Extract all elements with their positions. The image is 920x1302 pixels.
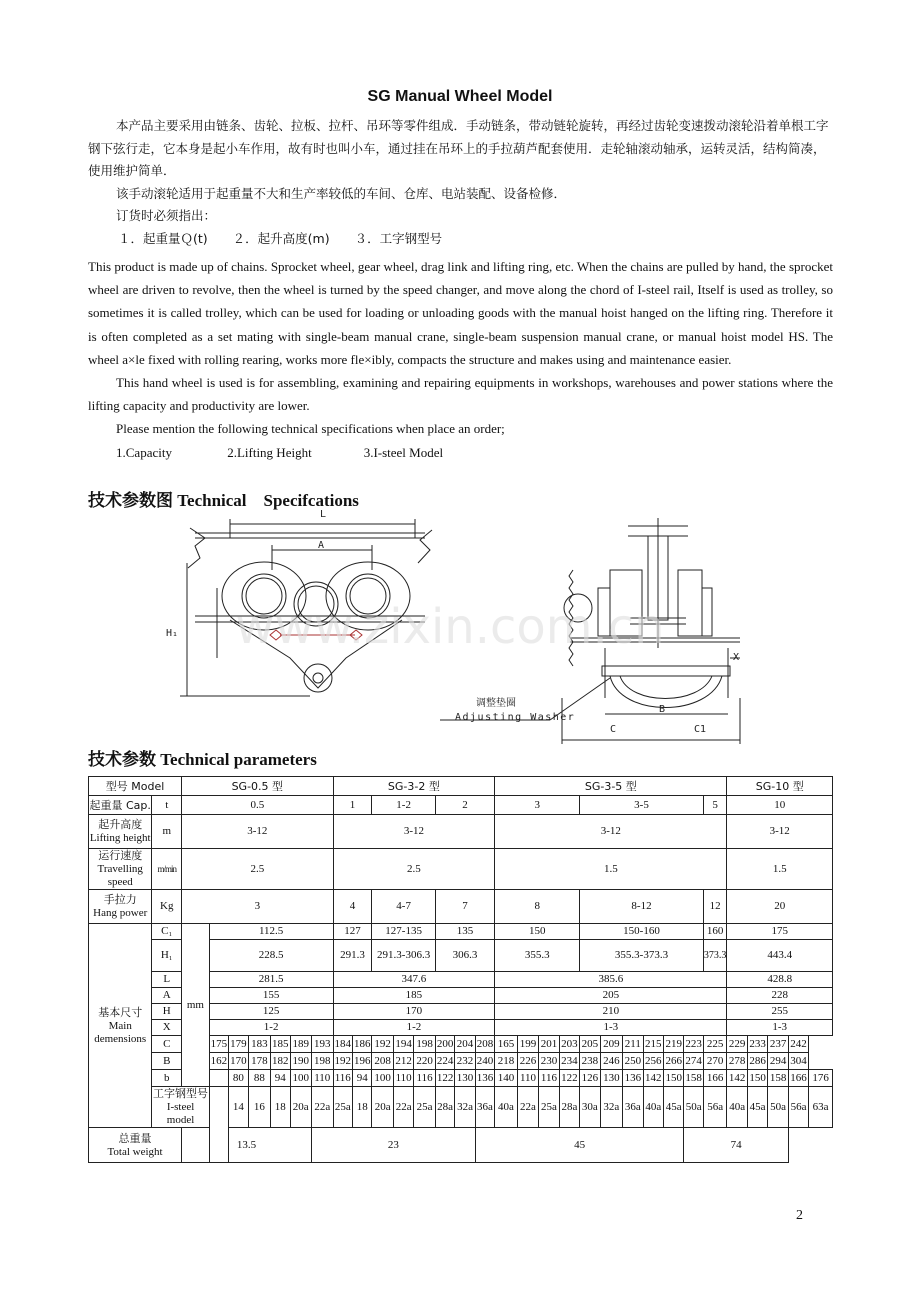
row-c1 (89, 924, 833, 940)
cell: 230 (539, 1053, 559, 1070)
group-sg-3-2: SG-3-2 型 (333, 777, 495, 796)
cell: 100 (372, 1070, 393, 1087)
cell: 5 (703, 796, 727, 815)
cell: 229 (727, 1036, 747, 1053)
cell: 45 (475, 1128, 684, 1163)
cell: 136 (623, 1070, 643, 1087)
label-l: L (152, 972, 182, 988)
cell: 8-12 (580, 890, 704, 924)
cell: 50a (768, 1087, 788, 1128)
cell: 1.5 (495, 849, 727, 890)
washer-label-cn: 调整垫圈 (476, 698, 516, 709)
cell: 3-5 (580, 796, 704, 815)
row-total-weight (89, 1128, 833, 1163)
cell: 175 (209, 1036, 228, 1053)
unit-mm: mm (182, 924, 210, 1087)
cell: 116 (539, 1070, 559, 1087)
unit-capacity: t (152, 796, 182, 815)
cell: 4 (333, 890, 372, 924)
params-heading-en: Technical parameters (156, 750, 317, 769)
cell: 278 (727, 1053, 747, 1070)
cell: 142 (643, 1070, 663, 1087)
cell: 166 (788, 1070, 808, 1087)
dim-label-C1: C1 (694, 724, 707, 735)
cell: 198 (414, 1036, 435, 1053)
row-speed (89, 849, 833, 890)
page-number: 2 (796, 1208, 803, 1223)
cell: 373.3 (703, 940, 727, 972)
cell: 294 (768, 1053, 788, 1070)
cell: 226 (517, 1053, 538, 1070)
row-isteel (89, 1087, 833, 1128)
cell: 3 (182, 890, 333, 924)
cell: 25a (539, 1087, 559, 1128)
intro-en-order-items: 1.Capacity 2.Lifting Height 3.I-steel Model (116, 444, 444, 460)
cell: 36a (475, 1087, 495, 1128)
washer-label-en: Adjusting Washer (455, 712, 576, 723)
cell: 199 (517, 1036, 538, 1053)
cell: 32a (455, 1087, 475, 1128)
cell: 219 (664, 1036, 684, 1053)
cross-shaft (602, 666, 730, 676)
cell: 210 (495, 1004, 727, 1020)
label-a: A (152, 988, 182, 1004)
cell: 256 (643, 1053, 663, 1070)
cell: 30a (580, 1087, 600, 1128)
cell: 20a (290, 1087, 311, 1128)
row-capacity (89, 796, 833, 815)
cell: 22a (393, 1087, 413, 1128)
cell: 4-7 (372, 890, 435, 924)
cell: 3-12 (727, 815, 833, 849)
cell: 56a (703, 1087, 727, 1128)
group-sg-0-5: SG-0.5 型 (182, 777, 333, 796)
cell: 45a (747, 1087, 767, 1128)
cell: 212 (393, 1053, 413, 1070)
cell: 40a (727, 1087, 747, 1128)
cell: 7 (435, 890, 494, 924)
cell: 205 (580, 1036, 600, 1053)
cell: 192 (333, 1053, 352, 1070)
cell: 225 (703, 1036, 727, 1053)
label-main-dimensions: 基本尺寸 Main demensions (89, 924, 152, 1128)
cell: 232 (455, 1053, 475, 1070)
cell: 211 (623, 1036, 643, 1053)
cell: 165 (495, 1036, 518, 1053)
lifting-shackle (610, 676, 722, 708)
cell: 170 (229, 1053, 248, 1070)
cell: 162 (209, 1053, 228, 1070)
cell: 183 (248, 1036, 271, 1053)
spec-heading-en: Technical Specifcations (173, 491, 359, 510)
cell: 1 (333, 796, 372, 815)
cell: 110 (311, 1070, 333, 1087)
cell: 205 (495, 988, 727, 1004)
cell: 240 (475, 1053, 495, 1070)
cell: 2.5 (182, 849, 333, 890)
cell: 190 (290, 1053, 311, 1070)
cell: 80 (229, 1070, 248, 1087)
cell: 130 (600, 1070, 623, 1087)
label-hand-pull: 手拉力 Hang power (89, 890, 152, 924)
cell: 192 (372, 1036, 393, 1053)
cell: 234 (559, 1053, 579, 1070)
cell: 1-2 (209, 1020, 333, 1036)
cell: 1-2 (333, 1020, 495, 1036)
cell: 200 (435, 1036, 454, 1053)
cell: 385.6 (495, 972, 727, 988)
cell: 150 (664, 1070, 684, 1087)
cell: 281.5 (209, 972, 333, 988)
cell: 110 (393, 1070, 413, 1087)
intro-cn-paragraph-2: 该手动滚轮适用于起重量不大和生产率较低的车间、仓库、电站装配、设备检修． (116, 185, 567, 201)
watermark: www.zixin.com.cn (235, 599, 665, 655)
wheel-right (678, 570, 702, 636)
cell: 150 (747, 1070, 767, 1087)
cell: 204 (455, 1036, 475, 1053)
cell: 201 (539, 1036, 559, 1053)
cell: 304 (788, 1053, 808, 1070)
cell: 56a (788, 1087, 808, 1128)
cell: 150-160 (580, 924, 704, 940)
cell: 158 (684, 1070, 703, 1087)
cell: 142 (727, 1070, 747, 1087)
label-x: X (152, 1020, 182, 1036)
cell: 20a (372, 1087, 393, 1128)
cell: 193 (311, 1036, 333, 1053)
label-c: C (152, 1036, 182, 1053)
cell: 182 (271, 1053, 290, 1070)
cell: 228 (727, 988, 833, 1004)
cell: 1-3 (727, 1020, 833, 1036)
cell: 3-12 (495, 815, 727, 849)
cell: 16 (248, 1087, 271, 1128)
cell: 88 (248, 1070, 271, 1087)
unit-hand-pull: Kg (152, 890, 182, 924)
technical-diagram (150, 508, 750, 750)
cell: 40a (643, 1087, 663, 1128)
cell: 2.5 (333, 849, 495, 890)
page-title: SG Manual Wheel Model (367, 88, 553, 105)
cell: 28a (559, 1087, 579, 1128)
cell: 23 (311, 1128, 475, 1163)
cell: 208 (372, 1053, 393, 1070)
cell: 185 (333, 988, 495, 1004)
cell: 126 (580, 1070, 600, 1087)
cell: 50a (684, 1087, 703, 1128)
cell: 20 (727, 890, 833, 924)
intro-en-paragraph-1: This product is made up of chains. Sprocket wheel, gear wheel, drag link and lifting ring, etc. When the chains are pulled by hand, the sprocket wheel are driven to revolve, then the wheel is turned by the speed changer, and move along the chord of I-steel rail, Itself is used as trolley, so sometimes it is called trolley, which can be used for loading or unloading goods with the manual hoist hanged on the lifting ring. Therefore it is often completed as a set mating with single-beam manual crane, single-beam suspension manual crane, or manual hoist model HS. The wheel a×le fixed with rolling rearing, works more fle×ibly, compacts the structure and makes using and maintenance easier. (88, 259, 833, 367)
cell: 36a (623, 1087, 643, 1128)
rail-break-left (188, 528, 205, 568)
cell: 274 (684, 1053, 703, 1070)
cell: 130 (455, 1070, 475, 1087)
cell: 175 (727, 924, 833, 940)
cell: 25a (414, 1087, 435, 1128)
cell: 223 (684, 1036, 703, 1053)
cell: 127-135 (372, 924, 435, 940)
label-c1: C₁ (152, 924, 182, 940)
cell: 3-12 (333, 815, 495, 849)
cell: 127 (333, 924, 372, 940)
spec-heading-cn: 技术参数图 (88, 491, 173, 511)
cell: 3-12 (182, 815, 333, 849)
cell: 122 (435, 1070, 454, 1087)
cell: 250 (623, 1053, 643, 1070)
intro-cn-order-note: 订货时必须指出： (116, 208, 217, 223)
unit-mm-b (209, 1070, 228, 1087)
label-isteel: 工字钢型号 I-steel model (153, 1087, 209, 1126)
intro-cn-paragraph-1: 本产品主要采用由链条、齿轮、拉板、拉杆、吊环等零件组成．手动链条，带动链轮旋转，再经过齿轮变速拨动滚轮沿着单根工字钢下弦行走，它本身是起小车作用，故有时也叫小车，通过挂在吊环上的手拉葫芦配套使用．走轮轴滚动轴承，运转灵活，结构简凑，使用维护简单． (88, 118, 829, 178)
label-speed: 运行速度 Travelling speed (89, 849, 152, 890)
cell: 12 (703, 890, 727, 924)
cell: 160 (703, 924, 727, 940)
cell: 18 (352, 1087, 371, 1128)
cell: 0.5 (182, 796, 333, 815)
cell: 74 (684, 1128, 788, 1163)
cell: 18 (271, 1087, 290, 1128)
cell: 40a (495, 1087, 518, 1128)
cell: 291.3-306.3 (372, 940, 435, 972)
cell: 291.3 (333, 940, 372, 972)
cell: 194 (393, 1036, 413, 1053)
cell: 155 (209, 988, 333, 1004)
cell: 45a (664, 1087, 684, 1128)
label-capacity: 起重量 Cap. (89, 796, 152, 815)
cell: 116 (333, 1070, 352, 1087)
cell: 13.5 (182, 1128, 312, 1163)
cell: 443.4 (727, 940, 833, 972)
dim-label-X: X (733, 652, 740, 663)
cell: 242 (788, 1036, 808, 1053)
cell: 209 (600, 1036, 623, 1053)
label-model: 型号 Model (89, 777, 182, 796)
cell: 224 (435, 1053, 454, 1070)
cell: 238 (580, 1053, 600, 1070)
cell: 10 (727, 796, 833, 815)
cell: 22a (517, 1087, 538, 1128)
cell: 246 (600, 1053, 623, 1070)
cell: 8 (495, 890, 580, 924)
dim-label-B: B (659, 704, 666, 715)
cell: 178 (248, 1053, 271, 1070)
row-lifting-height (89, 815, 833, 849)
cell: 25a (333, 1087, 352, 1128)
rail-break-right (418, 530, 432, 563)
cell: 218 (495, 1053, 518, 1070)
params-heading-cn: 技术参数 (88, 750, 156, 770)
row-model (89, 777, 833, 796)
label-b-lower: b (152, 1070, 182, 1087)
intro-chinese (88, 115, 833, 250)
cell: 215 (643, 1036, 663, 1053)
cell: 196 (352, 1053, 371, 1070)
cell: 2 (435, 796, 494, 815)
group-sg-10: SG-10 型 (727, 777, 833, 796)
cell: 220 (414, 1053, 435, 1070)
cell: 63a (809, 1087, 833, 1128)
cell: 184 (333, 1036, 352, 1053)
cell: 189 (290, 1036, 311, 1053)
cell: 270 (703, 1053, 727, 1070)
cell: 14 (229, 1087, 248, 1128)
cell: 122 (559, 1070, 579, 1087)
cell: 228.5 (209, 940, 333, 972)
label-lifting-height: 起升高度 Lifting height (89, 815, 152, 849)
cell: 185 (271, 1036, 290, 1053)
cell: 116 (414, 1070, 435, 1087)
cell: 32a (600, 1087, 623, 1128)
cell: 135 (435, 924, 494, 940)
cell: 170 (333, 1004, 495, 1020)
cell: 140 (495, 1070, 518, 1087)
intro-cn-order-items: １．起重量Ｑ(t) ２．起升高度(m) ３．工字钢型号 (118, 230, 443, 246)
cell: 94 (352, 1070, 371, 1087)
intro-english (88, 255, 833, 464)
cell: 208 (475, 1036, 495, 1053)
label-h: H (152, 1004, 182, 1020)
cell: 1.5 (727, 849, 833, 890)
spec-table (88, 776, 833, 1163)
cell: 347.6 (333, 972, 495, 988)
cell: 112.5 (209, 924, 333, 940)
cell: 286 (747, 1053, 767, 1070)
group-sg-3-5: SG-3-5 型 (495, 777, 727, 796)
cell: 233 (747, 1036, 767, 1053)
label-b: B (152, 1053, 182, 1070)
cell: 158 (768, 1070, 788, 1087)
dim-label-L: L (320, 509, 327, 520)
cell: 179 (229, 1036, 248, 1053)
cell: 266 (664, 1053, 684, 1070)
cell: 94 (271, 1070, 290, 1087)
unit-speed: m/min (152, 849, 182, 890)
cell: 150 (495, 924, 580, 940)
cell: 255 (727, 1004, 833, 1020)
label-total-weight: 总重量 Total weight (89, 1128, 182, 1163)
cell: 136 (475, 1070, 495, 1087)
label-h1: H₁ (152, 940, 182, 972)
params-heading (88, 745, 317, 770)
intro-en-order-note: Please mention the following technical specifications when place an order; (116, 421, 505, 437)
cell: 3 (495, 796, 580, 815)
cell: 355.3 (495, 940, 580, 972)
cell: 428.8 (727, 972, 833, 988)
cell: 125 (209, 1004, 333, 1020)
cell: 110 (517, 1070, 538, 1087)
cell: 203 (559, 1036, 579, 1053)
dim-label-H1: H₁ (166, 628, 179, 639)
cell: 355.3-373.3 (580, 940, 704, 972)
cell: 176 (809, 1070, 833, 1087)
cell: 237 (768, 1036, 788, 1053)
cell: 22a (311, 1087, 333, 1128)
dim-label-C: C (610, 724, 617, 735)
cell: 1-3 (495, 1020, 727, 1036)
cell: 166 (703, 1070, 727, 1087)
cell: 306.3 (435, 940, 494, 972)
intro-en-paragraph-2: This hand wheel is used is for assembling, examining and repairing equipments in workshops, warehouses and power stations where the lifting capacity and productivity are lower. (88, 375, 833, 414)
cell: 198 (311, 1053, 333, 1070)
cell: 1-2 (372, 796, 435, 815)
cell: 28a (435, 1087, 454, 1128)
dim-label-A: A (318, 540, 325, 551)
cell: 100 (290, 1070, 311, 1087)
row-hand-pull (89, 890, 833, 924)
unit-lifting-height: m (152, 815, 182, 849)
cell: 186 (352, 1036, 371, 1053)
